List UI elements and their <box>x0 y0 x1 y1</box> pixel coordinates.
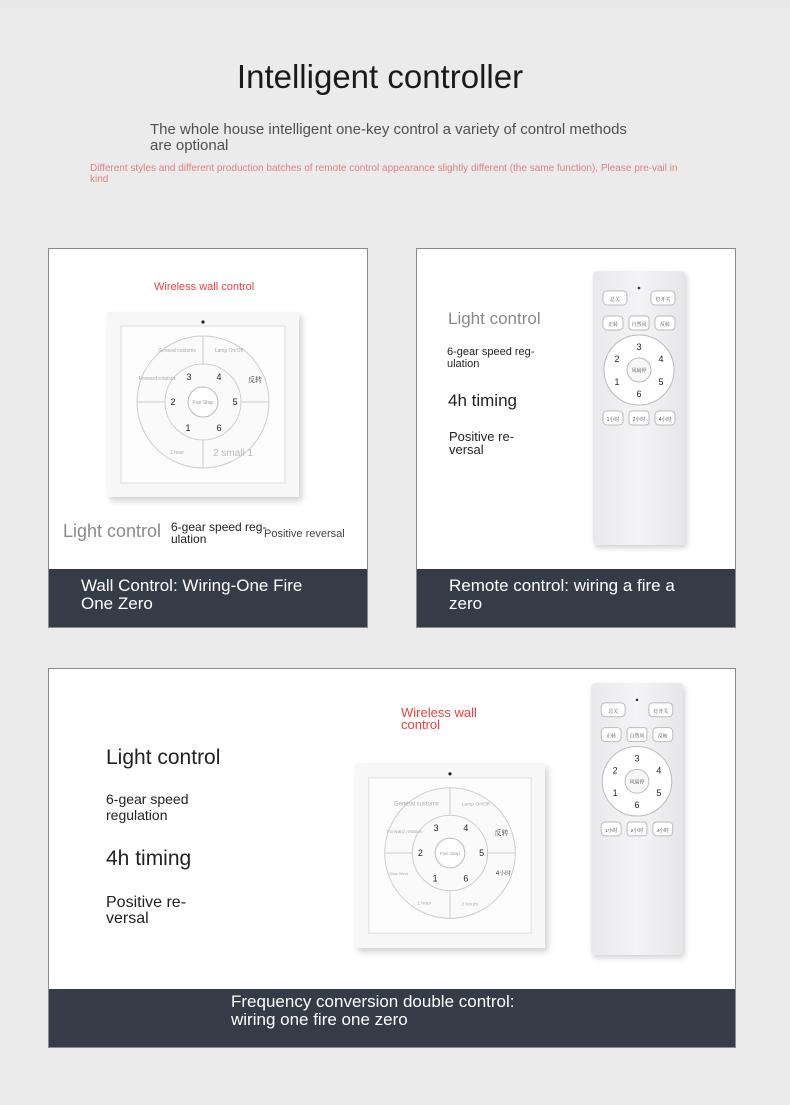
wall-reversal-label: Positive reversal <box>264 528 345 540</box>
remote-speed-label: 6-gear speed reg-ulation <box>447 346 535 370</box>
remote-btn-lamp: 灯开关 <box>655 297 671 303</box>
double-remote-btn-2h: 2小时 <box>630 828 644 834</box>
double-remote-gear-5: 5 <box>656 788 662 799</box>
remote-image <box>593 271 685 545</box>
remote-reversal-label: Positive re-versal <box>449 429 515 457</box>
remote-btn-forward: 正转 <box>607 322 619 328</box>
remote-btn-1h: 1小时 <box>606 417 620 423</box>
double-remote-image <box>591 683 683 955</box>
wall-lamp-label: Lamp On/Off <box>214 348 244 354</box>
remote-btn-2h: 2小时 <box>632 417 646 423</box>
double-wall-gear-4: 4 <box>463 823 469 834</box>
remote-control-card <box>416 248 736 628</box>
double-wall-gear-6: 6 <box>463 873 469 884</box>
wall-fan-stop: Fan Stop <box>192 400 214 406</box>
double-remote-gear-3: 3 <box>634 753 640 764</box>
wall-caption: Wireless wall control <box>154 281 255 293</box>
double-remote-btn-lamp: 灯开关 <box>653 709 669 715</box>
wall-1hour-label: 1 hour <box>169 450 185 456</box>
double-remote-btn-reverse: 反转 <box>657 734 668 740</box>
page-subtitle: The whole house intelligent one-key control a variety of control methods are optional <box>150 121 627 154</box>
double-wall-reverse-label: 反转 <box>494 830 509 838</box>
double-reversal-label: Positive re-versal <box>106 894 187 927</box>
double-wall-panel-graphic <box>355 763 545 948</box>
double-wall-gear-3: 3 <box>433 823 439 834</box>
double-wall-slow-label: Slow Wind <box>389 870 408 876</box>
double-timing-label: 4h timing <box>106 847 192 870</box>
remote-gear-6: 6 <box>636 389 642 399</box>
double-wall-1hour-label: 1 hour <box>417 901 432 907</box>
wall-card-footer: Wall Control: Wiring-One Fire One Zero <box>49 569 367 627</box>
double-remote-gear-6: 6 <box>634 800 640 811</box>
double-remote-btn-1h: 1小时 <box>604 828 618 834</box>
wall-gear-6: 6 <box>216 423 222 433</box>
double-wall-forward-label: Forward rotation <box>386 830 423 836</box>
wall-gear-5: 5 <box>232 397 238 407</box>
wall-small-label: 2 small 1 <box>212 448 254 459</box>
remote-light-label: Light control <box>448 309 541 328</box>
double-wall-gear-5: 5 <box>479 847 485 858</box>
double-caption: Wireless wall control <box>401 705 477 732</box>
double-remote-btn-natural: 自然风 <box>629 734 645 740</box>
double-control-card <box>48 668 736 1048</box>
double-wall-panel-image <box>355 763 545 948</box>
wall-control-card <box>48 248 368 628</box>
wall-light-label: Light control <box>63 521 162 541</box>
remote-gear-5: 5 <box>658 377 664 387</box>
page <box>0 8 790 1105</box>
wall-forward-label: Forward rotation <box>138 376 176 382</box>
double-remote-btn-forward: 正转 <box>606 734 617 740</box>
wall-panel-image <box>107 312 299 497</box>
double-wall-gear-2: 2 <box>417 847 423 858</box>
remote-btn-off: 总关 <box>609 297 621 303</box>
remote-gear-4: 4 <box>658 354 664 364</box>
page-title: Intelligent controller <box>236 58 524 95</box>
remote-gear-3: 3 <box>636 342 642 352</box>
double-wall-2hours-label: 2 hours <box>461 902 479 908</box>
double-remote-gear-1: 1 <box>612 788 618 799</box>
remote-timing-label: 4h timing <box>448 391 517 410</box>
double-speed-label: 6-gear speed regulation <box>106 791 189 823</box>
remote-btn-natural: 自然风 <box>631 322 647 328</box>
double-wall-fan-stop: Fan Stop <box>439 852 461 858</box>
wall-gear-1: 1 <box>185 423 191 433</box>
wall-reverse-label: 反转 <box>248 377 262 384</box>
double-wall-lamp-label: Lamp On/Off <box>461 802 490 808</box>
double-remote-gear-4: 4 <box>656 765 662 776</box>
double-remote-btn-off: 总关 <box>608 709 619 715</box>
wall-gear-2: 2 <box>170 397 176 407</box>
remote-btn-reverse: 反转 <box>659 322 671 328</box>
wall-speed-label: 6-gear speed reg-ulation <box>171 520 267 546</box>
double-remote-gear-2: 2 <box>612 765 618 776</box>
double-wall-general-label: General customs <box>393 801 439 808</box>
double-remote-btn-4h: 4小时 <box>656 828 670 834</box>
wall-gear-3: 3 <box>186 372 192 382</box>
wall-gear-4: 4 <box>216 372 222 382</box>
double-card-footer: Frequency conversion double control: wiring one fire one zero <box>49 989 735 1047</box>
wall-panel-graphic <box>107 312 299 497</box>
double-light-label: Light control <box>106 746 221 769</box>
disclaimer-note: Different styles and different production batches of remote control appearance slightly different (the same function), Please pre-vail in kind <box>90 163 678 185</box>
wall-general-label: General customs <box>158 348 196 354</box>
remote-btn-fan-stop: 风扇停 <box>631 368 647 374</box>
remote-gear-1: 1 <box>614 377 620 387</box>
remote-card-footer: Remote control: wiring a fire a zero <box>417 569 735 627</box>
double-remote-graphic <box>591 683 683 955</box>
double-wall-gear-1: 1 <box>432 873 438 884</box>
remote-btn-4h: 4小时 <box>658 417 672 423</box>
double-wall-4h-label: 4小时 <box>495 870 512 877</box>
double-remote-btn-fan-stop: 风扇停 <box>629 780 645 786</box>
remote-gear-2: 2 <box>614 354 620 364</box>
remote-graphic <box>593 271 685 545</box>
